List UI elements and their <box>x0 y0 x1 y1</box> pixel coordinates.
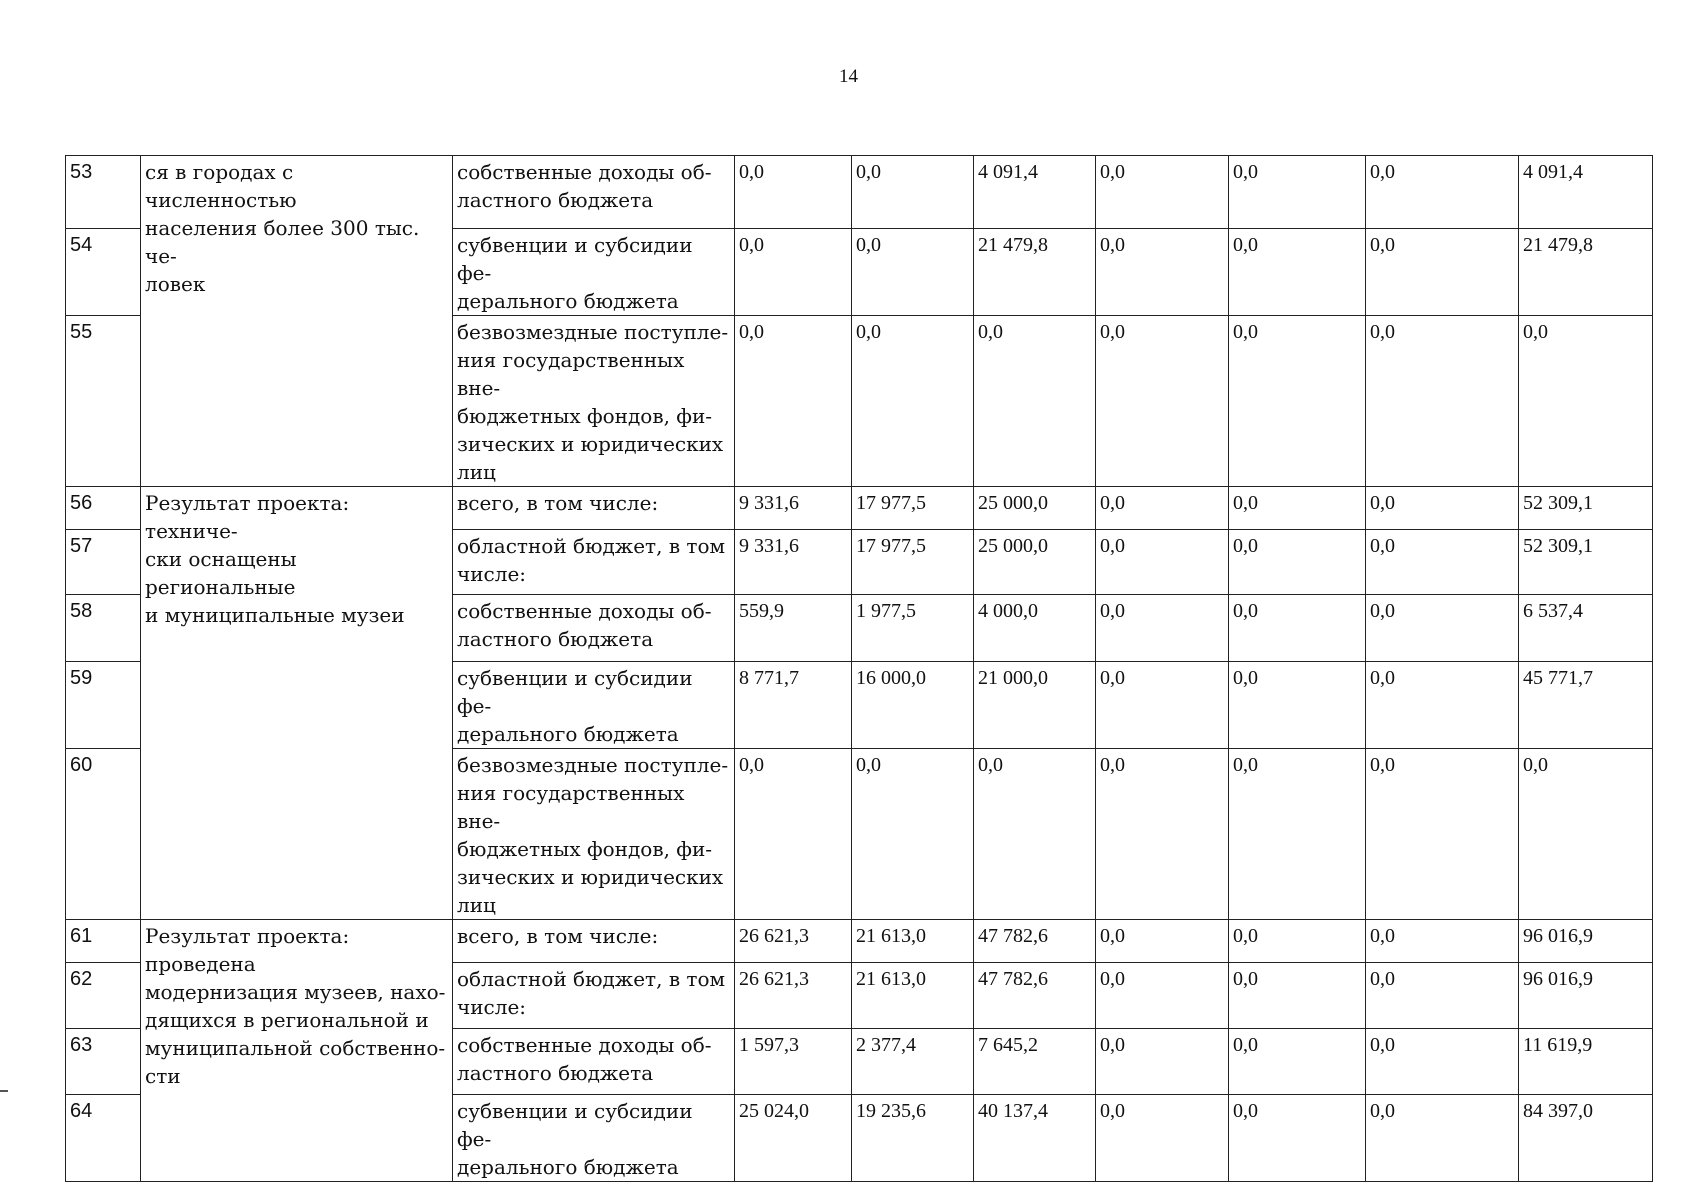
amount-cell: 0,0 <box>1229 662 1366 749</box>
row-number: 54 <box>66 229 141 316</box>
amount-cell: 0,0 <box>852 229 974 316</box>
funding-source: собственные доходы об- ластного бюджета <box>453 156 735 229</box>
amount-cell: 0,0 <box>1366 229 1519 316</box>
amount-cell: 47 782,6 <box>974 963 1096 1029</box>
amount-cell: 26 621,3 <box>735 920 852 963</box>
amount-cell: 0,0 <box>1096 530 1229 595</box>
amount-cell: 47 782,6 <box>974 920 1096 963</box>
amount-cell: 19 235,6 <box>852 1095 974 1182</box>
amount-cell: 4 091,4 <box>1519 156 1653 229</box>
amount-cell: 26 621,3 <box>735 963 852 1029</box>
amount-cell: 52 309,1 <box>1519 487 1653 530</box>
amount-cell: 0,0 <box>1366 156 1519 229</box>
amount-cell: 21 479,8 <box>974 229 1096 316</box>
funding-source: субвенции и субсидии фе- дерального бюджета <box>453 662 735 749</box>
amount-cell: 25 000,0 <box>974 487 1096 530</box>
amount-cell: 0,0 <box>1229 316 1366 487</box>
funding-source: всего, в том числе: <box>453 920 735 963</box>
table-row <box>66 487 1653 530</box>
amount-cell: 25 024,0 <box>735 1095 852 1182</box>
amount-cell: 0,0 <box>1229 229 1366 316</box>
amount-cell: 0,0 <box>1096 316 1229 487</box>
amount-cell: 84 397,0 <box>1519 1095 1653 1182</box>
budget-table <box>65 155 1653 1182</box>
row-number: 61 <box>66 920 141 963</box>
table-row <box>66 920 1653 963</box>
funding-source: областной бюджет, в том числе: <box>453 530 735 595</box>
row-number: 63 <box>66 1029 141 1095</box>
amount-cell: 0,0 <box>1229 487 1366 530</box>
amount-cell: 0,0 <box>1096 1029 1229 1095</box>
amount-cell: 0,0 <box>974 316 1096 487</box>
amount-cell: 0,0 <box>1096 156 1229 229</box>
amount-cell: 96 016,9 <box>1519 920 1653 963</box>
row-number: 62 <box>66 963 141 1029</box>
amount-cell: 0,0 <box>1366 662 1519 749</box>
amount-cell: 0,0 <box>1096 920 1229 963</box>
amount-cell: 0,0 <box>1096 963 1229 1029</box>
row-number: 64 <box>66 1095 141 1182</box>
row-number: 60 <box>66 749 141 920</box>
amount-cell: 8 771,7 <box>735 662 852 749</box>
amount-cell: 0,0 <box>974 749 1096 920</box>
project-result-description: ся в городах с численностью населения более 300 тыс. че- ловек <box>141 156 453 487</box>
amount-cell: 16 000,0 <box>852 662 974 749</box>
row-number: 58 <box>66 595 141 662</box>
amount-cell: 2 377,4 <box>852 1029 974 1095</box>
funding-source: субвенции и субсидии фе- дерального бюджета <box>453 1095 735 1182</box>
amount-cell: 0,0 <box>852 316 974 487</box>
amount-cell: 11 619,9 <box>1519 1029 1653 1095</box>
amount-cell: 0,0 <box>1096 749 1229 920</box>
amount-cell: 0,0 <box>1366 595 1519 662</box>
amount-cell: 0,0 <box>1096 662 1229 749</box>
amount-cell: 0,0 <box>1366 1095 1519 1182</box>
amount-cell: 0,0 <box>1229 530 1366 595</box>
amount-cell: 0,0 <box>1366 487 1519 530</box>
amount-cell: 0,0 <box>1519 316 1653 487</box>
funding-source: собственные доходы об- ластного бюджета <box>453 1029 735 1095</box>
amount-cell: 0,0 <box>735 156 852 229</box>
amount-cell: 40 137,4 <box>974 1095 1096 1182</box>
amount-cell: 559,9 <box>735 595 852 662</box>
amount-cell: 0,0 <box>1229 1029 1366 1095</box>
amount-cell: 4 000,0 <box>974 595 1096 662</box>
amount-cell: 17 977,5 <box>852 530 974 595</box>
amount-cell: 0,0 <box>1229 749 1366 920</box>
amount-cell: 0,0 <box>1096 487 1229 530</box>
funding-source: безвозмездные поступле- ния государственных вне- бюджетных фондов, фи- зических и юридических лиц <box>453 316 735 487</box>
amount-cell: 45 771,7 <box>1519 662 1653 749</box>
row-number: 55 <box>66 316 141 487</box>
project-result-description: Результат проекта: техниче- ски оснащены региональные и муниципальные музеи <box>141 487 453 920</box>
amount-cell: 6 537,4 <box>1519 595 1653 662</box>
amount-cell: 52 309,1 <box>1519 530 1653 595</box>
amount-cell: 9 331,6 <box>735 530 852 595</box>
amount-cell: 0,0 <box>735 229 852 316</box>
row-number: 56 <box>66 487 141 530</box>
amount-cell: 0,0 <box>852 749 974 920</box>
amount-cell: 9 331,6 <box>735 487 852 530</box>
amount-cell: 0,0 <box>1366 920 1519 963</box>
amount-cell: 96 016,9 <box>1519 963 1653 1029</box>
amount-cell: 0,0 <box>1229 963 1366 1029</box>
amount-cell: 0,0 <box>735 316 852 487</box>
amount-cell: 0,0 <box>1366 963 1519 1029</box>
amount-cell: 0,0 <box>1229 1095 1366 1182</box>
amount-cell: 0,0 <box>1366 749 1519 920</box>
amount-cell: 7 645,2 <box>974 1029 1096 1095</box>
amount-cell: 21 613,0 <box>852 963 974 1029</box>
amount-cell: 0,0 <box>1519 749 1653 920</box>
amount-cell: 17 977,5 <box>852 487 974 530</box>
funding-source: областной бюджет, в том числе: <box>453 963 735 1029</box>
funding-source: всего, в том числе: <box>453 487 735 530</box>
amount-cell: 21 000,0 <box>974 662 1096 749</box>
amount-cell: 1 597,3 <box>735 1029 852 1095</box>
amount-cell: 21 479,8 <box>1519 229 1653 316</box>
row-number: 59 <box>66 662 141 749</box>
amount-cell: 0,0 <box>1366 530 1519 595</box>
amount-cell: 0,0 <box>1366 316 1519 487</box>
table-row <box>66 156 1653 229</box>
amount-cell: 0,0 <box>1229 595 1366 662</box>
amount-cell: 0,0 <box>1096 595 1229 662</box>
amount-cell: 0,0 <box>1229 920 1366 963</box>
project-result-description: Результат проекта: проведена модернизация музеев, нахо- дящихся в региональной и муниципальной собственно- сти <box>141 920 453 1182</box>
edge-mark <box>0 1090 8 1092</box>
amount-cell: 0,0 <box>735 749 852 920</box>
amount-cell: 25 000,0 <box>974 530 1096 595</box>
amount-cell: 0,0 <box>1096 1095 1229 1182</box>
amount-cell: 0,0 <box>1366 1029 1519 1095</box>
amount-cell: 0,0 <box>852 156 974 229</box>
amount-cell: 4 091,4 <box>974 156 1096 229</box>
funding-source: собственные доходы об- ластного бюджета <box>453 595 735 662</box>
funding-source: субвенции и субсидии фе- дерального бюджета <box>453 229 735 316</box>
amount-cell: 1 977,5 <box>852 595 974 662</box>
amount-cell: 0,0 <box>1096 229 1229 316</box>
row-number: 57 <box>66 530 141 595</box>
row-number: 53 <box>66 156 141 229</box>
page-number: 14 <box>839 66 858 87</box>
funding-source: безвозмездные поступле- ния государственных вне- бюджетных фондов, фи- зических и юридических лиц <box>453 749 735 920</box>
amount-cell: 21 613,0 <box>852 920 974 963</box>
amount-cell: 0,0 <box>1229 156 1366 229</box>
